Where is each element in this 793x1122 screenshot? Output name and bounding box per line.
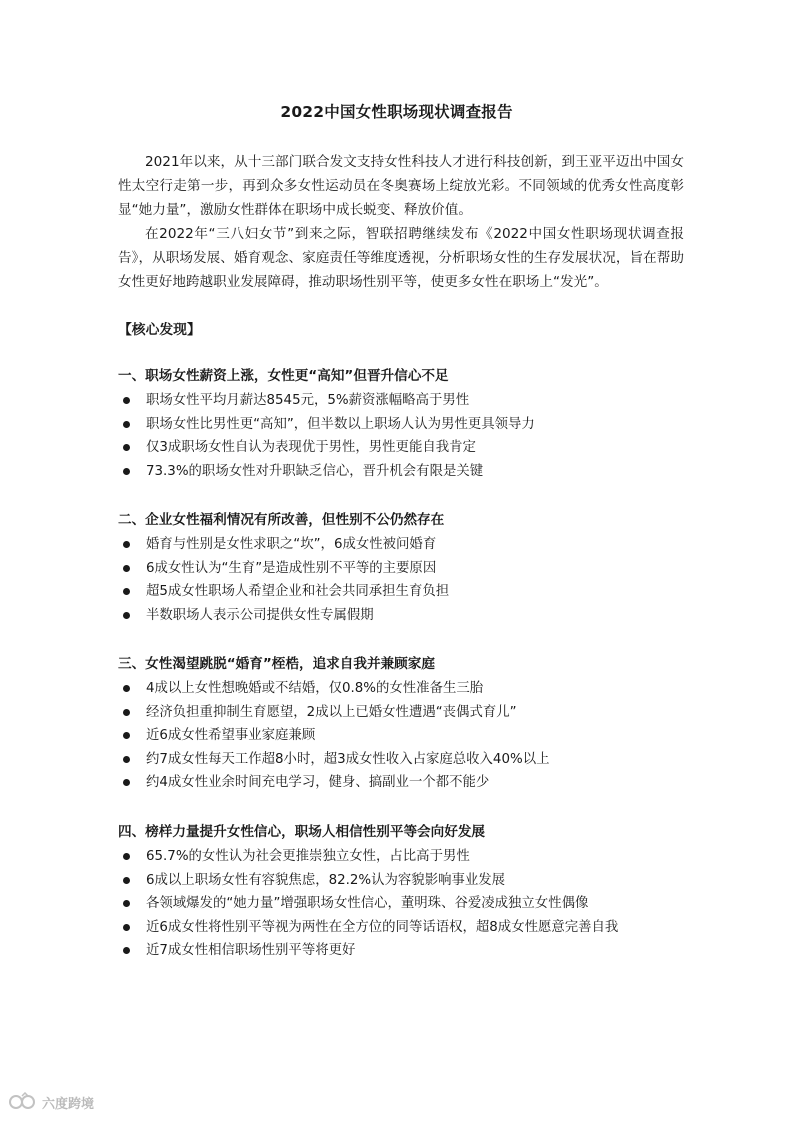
- watermark: [8, 1092, 94, 1112]
- bullet-icon: [123, 468, 130, 475]
- finding-section-2: [118, 510, 718, 627]
- watermark-logo-icon: [8, 1092, 38, 1112]
- bullet-icon: [123, 779, 130, 786]
- list-item: 各领域爆发的“她力量”增强职场女性信心，董明珠、谷爱凌成独立女性偶像: [118, 892, 718, 916]
- list-item: 65.7%的女性认为社会更推崇独立女性，占比高于男性: [118, 845, 718, 869]
- bullet-icon: [123, 588, 130, 595]
- list-item: 超5成女性职场人希望企业和社会共同承担生育负担: [118, 580, 718, 604]
- list-item: 4成以上女性想晚婚或不结婚，仅0.8%的女性准备生三胎: [118, 677, 718, 701]
- finding-list: [118, 389, 718, 483]
- bullet-icon: [123, 421, 130, 428]
- section-title: 四、榜样力量提升女性信心，职场人相信性别平等会向好发展: [118, 824, 486, 840]
- list-item: 婚育与性别是女性求职之“坎”，6成女性被问婚育: [118, 533, 718, 557]
- list-item: 6成以上职场女性有容貌焦虑，82.2%认为容貌影响事业发展: [118, 869, 718, 893]
- finding-section-4: [118, 822, 718, 963]
- list-item: 职场女性平均月薪达8545元，5%薪资涨幅略高于男性: [118, 389, 718, 413]
- bullet-icon: [123, 444, 130, 451]
- bullet-icon: [123, 877, 130, 884]
- intro-block: [118, 150, 684, 294]
- finding-list: [118, 845, 718, 963]
- section-title: 二、企业女性福利情况有所改善，但性别不公仍然存在: [118, 512, 445, 528]
- bullet-icon: [123, 685, 130, 692]
- bullet-icon: [123, 709, 130, 716]
- bullet-icon: [123, 397, 130, 404]
- finding-list: [118, 533, 718, 627]
- bullet-icon: [123, 924, 130, 931]
- finding-list: [118, 677, 718, 795]
- section-title: 一、职场女性薪资上涨，女性更“高知”但晋升信心不足: [118, 368, 449, 384]
- core-findings-heading: 【核心发现】: [118, 322, 201, 338]
- bullet-icon: [123, 612, 130, 619]
- bullet-icon: [123, 732, 130, 739]
- finding-section-1: [118, 366, 718, 483]
- intro-paragraph-2: 在2022年“三八妇女节”到来之际，智联招聘继续发布《2022中国女性职场现状调查报告》，从职场发展、婚育观念、家庭责任等维度透视，分析职场女性的生存发展状况，旨在帮助女性更好地跨越职业发展障碍，推动职场性别平等，使更多女性在职场上“发光”。: [118, 226, 684, 290]
- bullet-icon: [123, 541, 130, 548]
- list-item: 职场女性比男性更“高知”，但半数以上职场人认为男性更具领导力: [118, 413, 718, 437]
- watermark-text: 六度跨境: [42, 1096, 95, 1112]
- finding-section-3: [118, 654, 718, 795]
- section-title: 三、女性渴望跳脱“婚育”桎梏，追求自我并兼顾家庭: [118, 656, 435, 672]
- bullet-icon: [123, 756, 130, 763]
- list-item: 近7成女性相信职场性别平等将更好: [118, 939, 718, 963]
- list-item: 近6成女性将性别平等视为两性在全方位的同等话语权，超8成女性愿意完善自我: [118, 916, 718, 940]
- bullet-icon: [123, 565, 130, 572]
- bullet-icon: [123, 853, 130, 860]
- intro-paragraph-1: 2021年以来，从十三部门联合发文支持女性科技人才进行科技创新，到王亚平迈出中国女性太空行走第一步，再到众多女性运动员在冬奥赛场上绽放光彩。不同领域的优秀女性高度彰显“她力量”，激励女性群体在职场中成长蜕变、释放价值。: [118, 154, 684, 218]
- list-item: 近6成女性希望事业家庭兼顾: [118, 724, 718, 748]
- list-item: 约4成女性业余时间充电学习，健身、搞副业一个都不能少: [118, 771, 718, 795]
- bullet-icon: [123, 900, 130, 907]
- list-item: 73.3%的职场女性对升职缺乏信心，晋升机会有限是关键: [118, 460, 718, 484]
- list-item: 经济负担重抑制生育愿望，2成以上已婚女性遭遇“丧偶式育儿”: [118, 701, 718, 725]
- list-item: 仅3成职场女性自认为表现优于男性，男性更能自我肯定: [118, 436, 718, 460]
- list-item: 6成女性认为“生育”是造成性别不平等的主要原因: [118, 557, 718, 581]
- list-item: 半数职场人表示公司提供女性专属假期: [118, 604, 718, 628]
- report-title: 2022中国女性职场现状调查报告: [280, 103, 513, 121]
- bullet-icon: [123, 947, 130, 954]
- list-item: 约7成女性每天工作超8小时，超3成女性收入占家庭总收入40%以上: [118, 748, 718, 772]
